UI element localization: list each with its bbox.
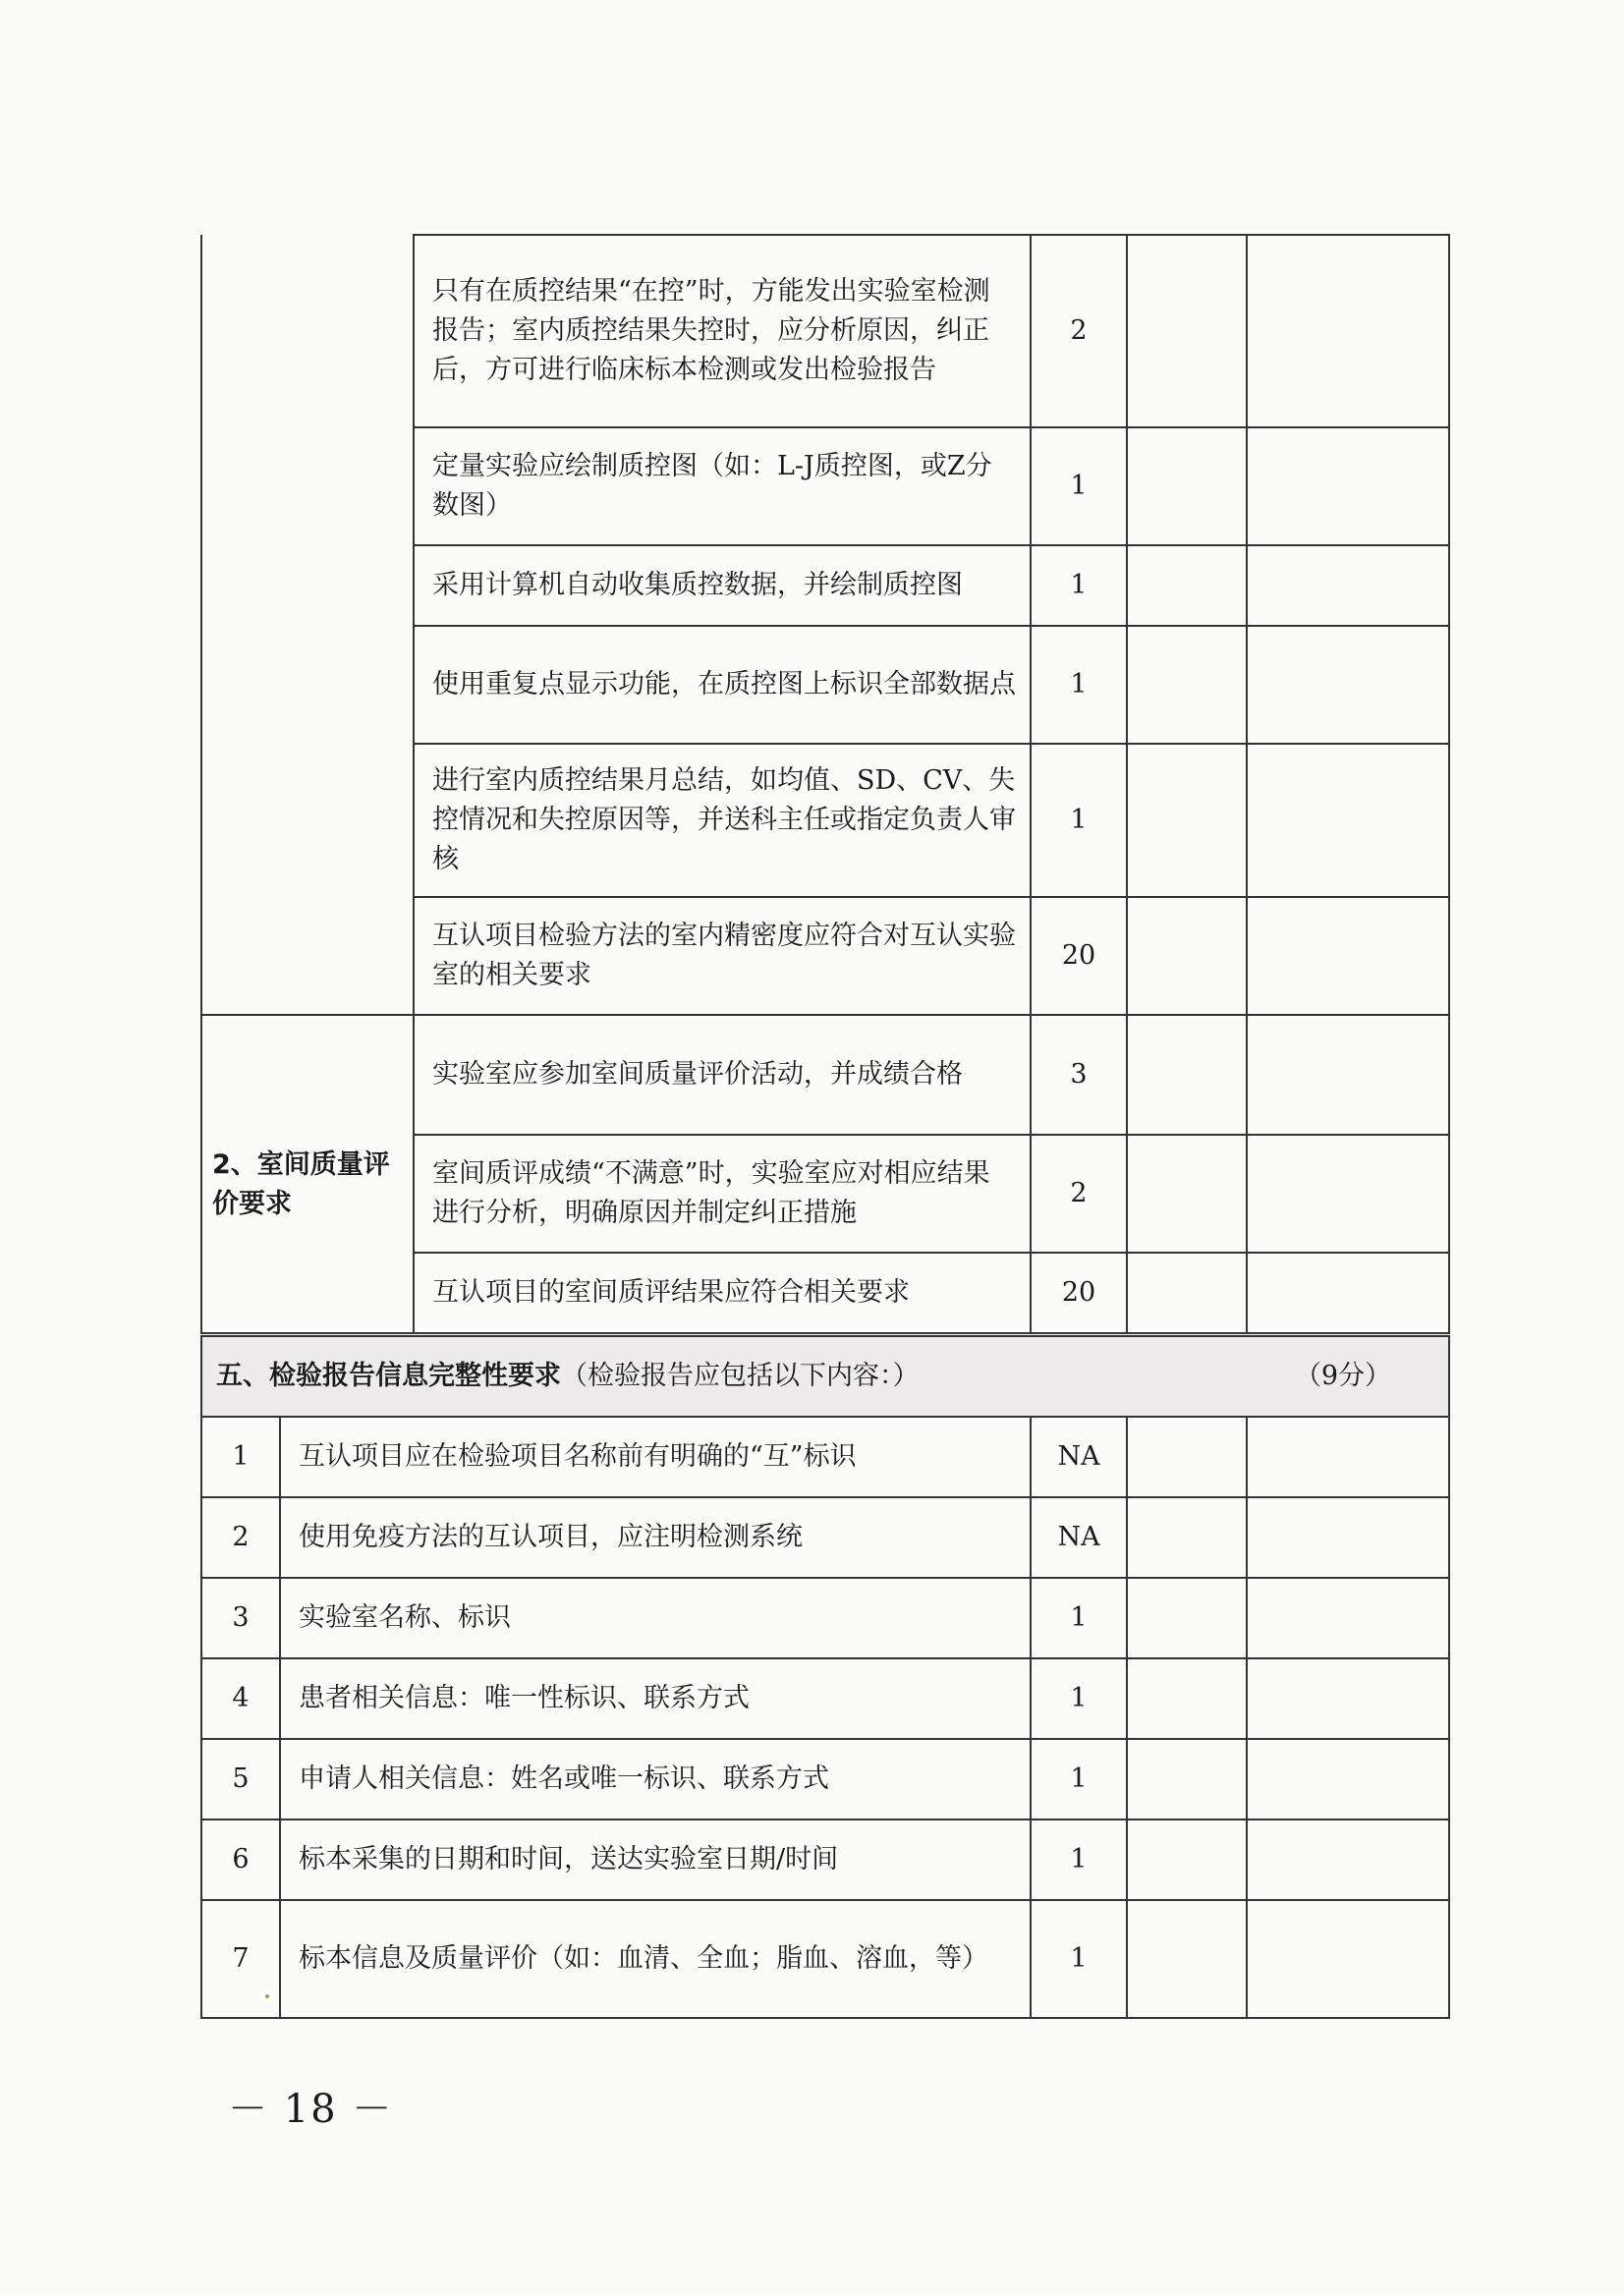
blank-cell[interactable] — [1247, 545, 1449, 626]
blank-cell[interactable] — [1247, 1015, 1449, 1135]
blank-cell[interactable] — [1127, 545, 1247, 626]
row-number: 2 — [201, 1497, 280, 1578]
quality-control-table — [200, 234, 1450, 1334]
table-row — [201, 1900, 1449, 2018]
scan-speck — [265, 1994, 269, 1998]
criterion-text: 互认项目检验方法的室内精密度应符合对互认实验室的相关要求 — [414, 897, 1031, 1015]
blank-cell[interactable] — [1247, 1900, 1449, 2018]
blank-cell[interactable] — [1127, 1015, 1247, 1135]
score-cell: 1 — [1031, 744, 1127, 897]
score-cell: NA — [1031, 1497, 1127, 1578]
criterion-text: 实验室应参加室间质量评价活动，并成绩合格 — [414, 1015, 1031, 1135]
blank-cell[interactable] — [1247, 1135, 1449, 1253]
blank-cell[interactable] — [1247, 427, 1449, 545]
score-cell: 1 — [1031, 1658, 1127, 1739]
row-number: 1 — [201, 1417, 280, 1497]
table-row — [201, 235, 1449, 427]
criterion-text: 标本信息及质量评价（如：血清、全血；脂血、溶血，等） — [280, 1900, 1031, 2018]
score-cell: 2 — [1031, 235, 1127, 427]
score-cell: 20 — [1031, 897, 1127, 1015]
criterion-text: 室间质评成绩“不满意”时，实验室应对相应结果进行分析，明确原因并制定纠正措施 — [414, 1135, 1031, 1253]
criterion-text: 申请人相关信息：姓名或唯一标识、联系方式 — [280, 1739, 1031, 1819]
page-number: － 18 － — [228, 2087, 394, 2132]
section-note: （检验报告应包括以下内容：） — [561, 1361, 920, 1391]
section-title: 五、检验报告信息完整性要求 — [216, 1361, 561, 1391]
blank-cell[interactable] — [1127, 1497, 1247, 1578]
criterion-text: 进行室内质控结果月总结，如均值、SD、CV、失控情况和失控原因等，并送科主任或指定负责人审核 — [414, 744, 1031, 897]
blank-cell[interactable] — [1247, 235, 1449, 427]
blank-cell[interactable] — [1247, 626, 1449, 744]
score-cell: 3 — [1031, 1015, 1127, 1135]
blank-cell[interactable] — [1127, 1135, 1247, 1253]
blank-cell[interactable] — [1127, 897, 1247, 1015]
row-number: 6 — [201, 1819, 280, 1900]
criterion-text: 实验室名称、标识 — [280, 1578, 1031, 1658]
blank-cell[interactable] — [1247, 744, 1449, 897]
score-cell: 1 — [1031, 545, 1127, 626]
blank-cell[interactable] — [1127, 1900, 1247, 2018]
section-header-row — [201, 1336, 1449, 1417]
blank-cell[interactable] — [1127, 1253, 1247, 1333]
table-row — [201, 1739, 1449, 1819]
score-cell: 1 — [1031, 1900, 1127, 2018]
criterion-text: 患者相关信息：唯一性标识、联系方式 — [280, 1658, 1031, 1739]
blank-cell[interactable] — [1127, 626, 1247, 744]
criterion-text: 只有在质控结果“在控”时，方能发出实验室检测报告；室内质控结果失控时，应分析原因，纠正后，方可进行临床标本检测或发出检验报告 — [414, 235, 1031, 427]
table-row — [201, 1015, 1449, 1135]
row-number: 5 — [201, 1739, 280, 1819]
score-cell: 20 — [1031, 1253, 1127, 1333]
table-row — [201, 1497, 1449, 1578]
blank-cell[interactable] — [1247, 1658, 1449, 1739]
score-cell: NA — [1031, 1417, 1127, 1497]
criterion-text: 定量实验应绘制质控图（如：L-J质控图，或Z分数图） — [414, 427, 1031, 545]
row-number: 7 — [201, 1900, 280, 2018]
blank-cell[interactable] — [1247, 1739, 1449, 1819]
criterion-text: 互认项目的室间质评结果应符合相关要求 — [414, 1253, 1031, 1333]
criterion-text: 互认项目应在检验项目名称前有明确的“互”标识 — [280, 1417, 1031, 1497]
criterion-text: 采用计算机自动收集质控数据，并绘制质控图 — [414, 545, 1031, 626]
report-completeness-table — [200, 1335, 1450, 2019]
table-row — [201, 1819, 1449, 1900]
blank-cell[interactable] — [1127, 1739, 1247, 1819]
criterion-text: 使用免疫方法的互认项目，应注明检测系统 — [280, 1497, 1031, 1578]
blank-cell[interactable] — [1127, 744, 1247, 897]
section-header — [201, 1336, 1449, 1417]
table-row — [201, 1417, 1449, 1497]
score-cell: 1 — [1031, 1578, 1127, 1658]
blank-cell[interactable] — [1127, 1417, 1247, 1497]
criterion-text: 使用重复点显示功能，在质控图上标识全部数据点 — [414, 626, 1031, 744]
blank-cell[interactable] — [1127, 1658, 1247, 1739]
blank-cell[interactable] — [1127, 1578, 1247, 1658]
category-cell — [201, 235, 414, 1015]
blank-cell[interactable] — [1127, 235, 1247, 427]
row-number: 3 — [201, 1578, 280, 1658]
score-cell: 1 — [1031, 1739, 1127, 1819]
table-row — [201, 1658, 1449, 1739]
table-row — [201, 1578, 1449, 1658]
score-cell: 2 — [1031, 1135, 1127, 1253]
row-number: 4 — [201, 1658, 280, 1739]
blank-cell[interactable] — [1247, 1497, 1449, 1578]
section-points: （9分） — [1294, 1361, 1392, 1391]
blank-cell[interactable] — [1247, 1819, 1449, 1900]
blank-cell[interactable] — [1247, 1253, 1449, 1333]
criterion-text: 标本采集的日期和时间，送达实验室日期/时间 — [280, 1819, 1031, 1900]
score-cell: 1 — [1031, 427, 1127, 545]
eqa-category: 2、室间质量评价要求 — [201, 1015, 414, 1333]
blank-cell[interactable] — [1247, 1578, 1449, 1658]
blank-cell[interactable] — [1247, 897, 1449, 1015]
score-cell: 1 — [1031, 626, 1127, 744]
blank-cell[interactable] — [1127, 1819, 1247, 1900]
blank-cell[interactable] — [1247, 1417, 1449, 1497]
blank-cell[interactable] — [1127, 427, 1247, 545]
score-cell: 1 — [1031, 1819, 1127, 1900]
